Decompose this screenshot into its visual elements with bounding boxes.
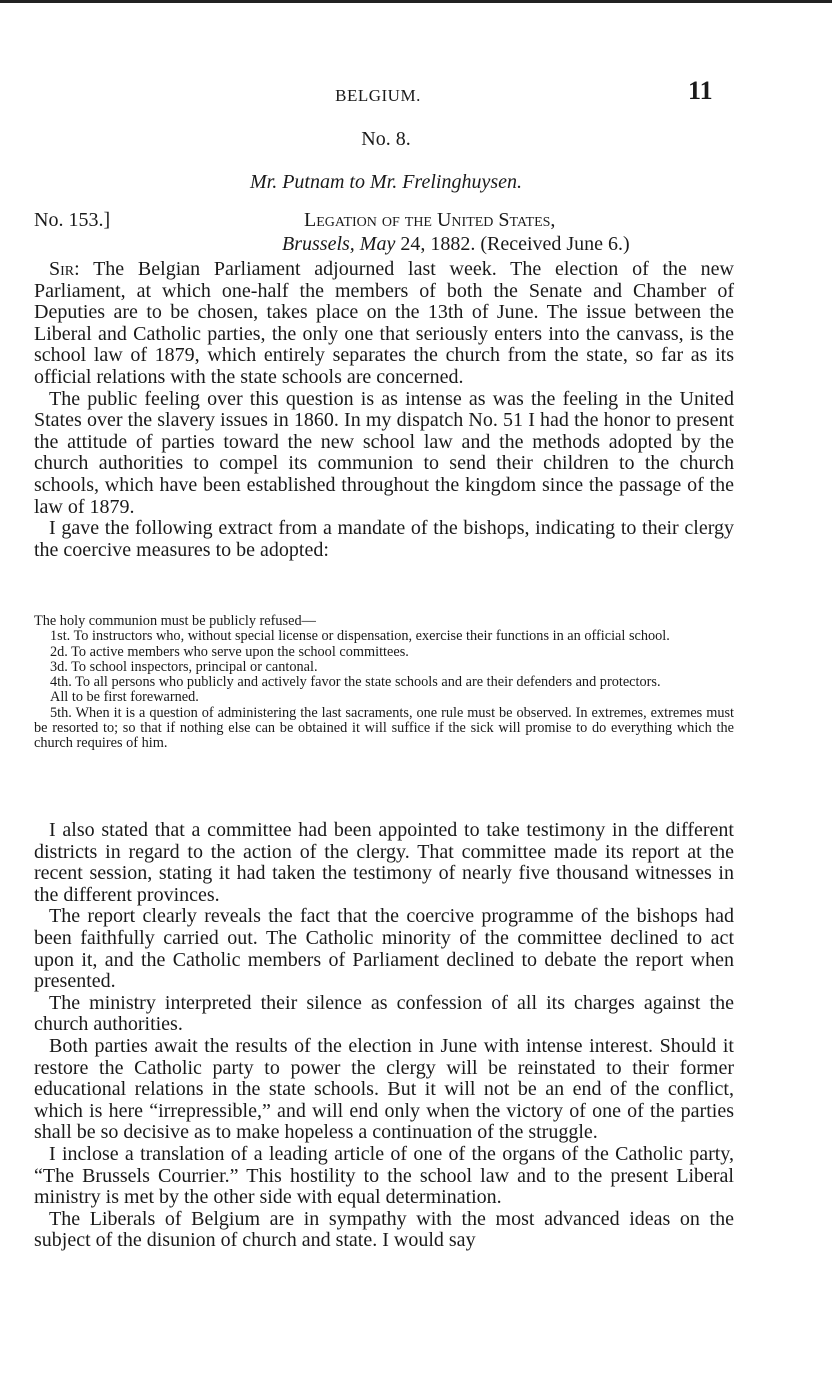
dateline-date: 24, 1882. (Received June 6.) — [395, 233, 630, 255]
legation-heading: Legation of the United States, — [304, 209, 556, 231]
quote-item-5: 5th. When it is a question of administering the last sacraments, one rule must be observed. In extremes, extremes must be resorted to; so that if nothing else can be obtained it will suffice if the sick will promise to do everything which the church requires of him. — [34, 704, 734, 752]
page-number: 11 — [688, 76, 713, 105]
body-text-upper — [34, 259, 734, 561]
paragraph-8: I inclose a translation of a leading article of one of the organs of the Catholic party, “The Brussels Courrier.” This hostility to the school law and to the present Liberal ministry is met by the other side with equal determination. — [34, 1142, 734, 1209]
document-number: No. 8. — [361, 128, 411, 150]
body-text-lower — [34, 820, 734, 1252]
paragraph-7: Both parties await the results of the election in June with intense interest. Should it restore the Catholic party to power the clergy will be reinstated to their former educational relations in the state schools. But it will not be an end of the conflict, which is here “irrepressible,” and will end only when the victory of one of the parties shall be so decisive as to make hopeless a continuation of the struggle. — [34, 1034, 734, 1144]
paragraph-3: I gave the following extract from a mandate of the bishops, indicating to their clergy the coercive measures to be adopted: — [34, 517, 734, 561]
dateline — [282, 233, 630, 256]
paragraph-1-text: : The Belgian Parliament adjourned last week. The election of the new Parliament, at which one-half the members of both the Senate and Chamber of Deputies are to be chosen, takes place on the 13th of June. The issue between the Liberal and Catholic parties, the only one that seriously enters into the canvass, is the school law of 1879, which entirely separates the church from the state, so far as its official relations with the state schools are concerned. — [34, 258, 734, 388]
paragraph-6: The ministry interpreted their silence as confession of all its charges against the church authorities. — [34, 991, 734, 1036]
quote-item-3: 3d. To school inspectors, principal or cantonal. — [50, 658, 318, 675]
quote-item-1: 1st. To instructors who, without special license or dispensation, exercise their functions in an official school. — [50, 628, 670, 645]
quote-note: All to be first forewarned. — [50, 689, 199, 706]
salutation: Sir — [49, 258, 75, 280]
quote-item-2: 2d. To active members who serve upon the school committees. — [50, 643, 409, 660]
paragraph-5: The report clearly reveals the fact that the coercive programme of the bishops had been faithfully carried out. The Catholic minority of the committee declined to act upon it, and the Catholic members of Parliament declined to debate the report when presented. — [34, 905, 734, 993]
paragraph-9: The Liberals of Belgium are in sympathy with the most advanced ideas on the subject of the disunion of church and state. I would say — [34, 1207, 734, 1252]
quote-item-4: 4th. To all persons who publicly and actively favor the state schools and are their defenders and protectors. — [50, 674, 661, 691]
dateline-place: Brussels, May — [282, 233, 396, 255]
top-rule — [0, 0, 832, 3]
quote-intro: The holy communion must be publicly refused— — [34, 613, 316, 629]
bishops-mandate-extract — [34, 614, 734, 752]
dispatch-number: No. 153.] — [34, 209, 111, 231]
document-title: Mr. Putnam to Mr. Frelinghuysen. — [249, 171, 522, 193]
paragraph-2: The public feeling over this question is as intense as was the feeling in the United States over the slavery issues in 1860. In my dispatch No. 51 I had the honor to present the attitude of parties toward the new school law and the methods adopted by the church authorities to compel its communion to send their children to the church schools, which have been established throughout the kingdom since the passage of the law of 1879. — [34, 387, 734, 518]
paragraph-1 — [34, 259, 734, 389]
paragraph-4: I also stated that a committee had been appointed to take testimony in the different districts in regard to the action of the clergy. That committee made its report at the recent session, stating it had taken the testimony of nearly five thousand witnesses in the different provinces. — [34, 819, 734, 906]
running-head: BELGIUM. — [335, 86, 421, 105]
